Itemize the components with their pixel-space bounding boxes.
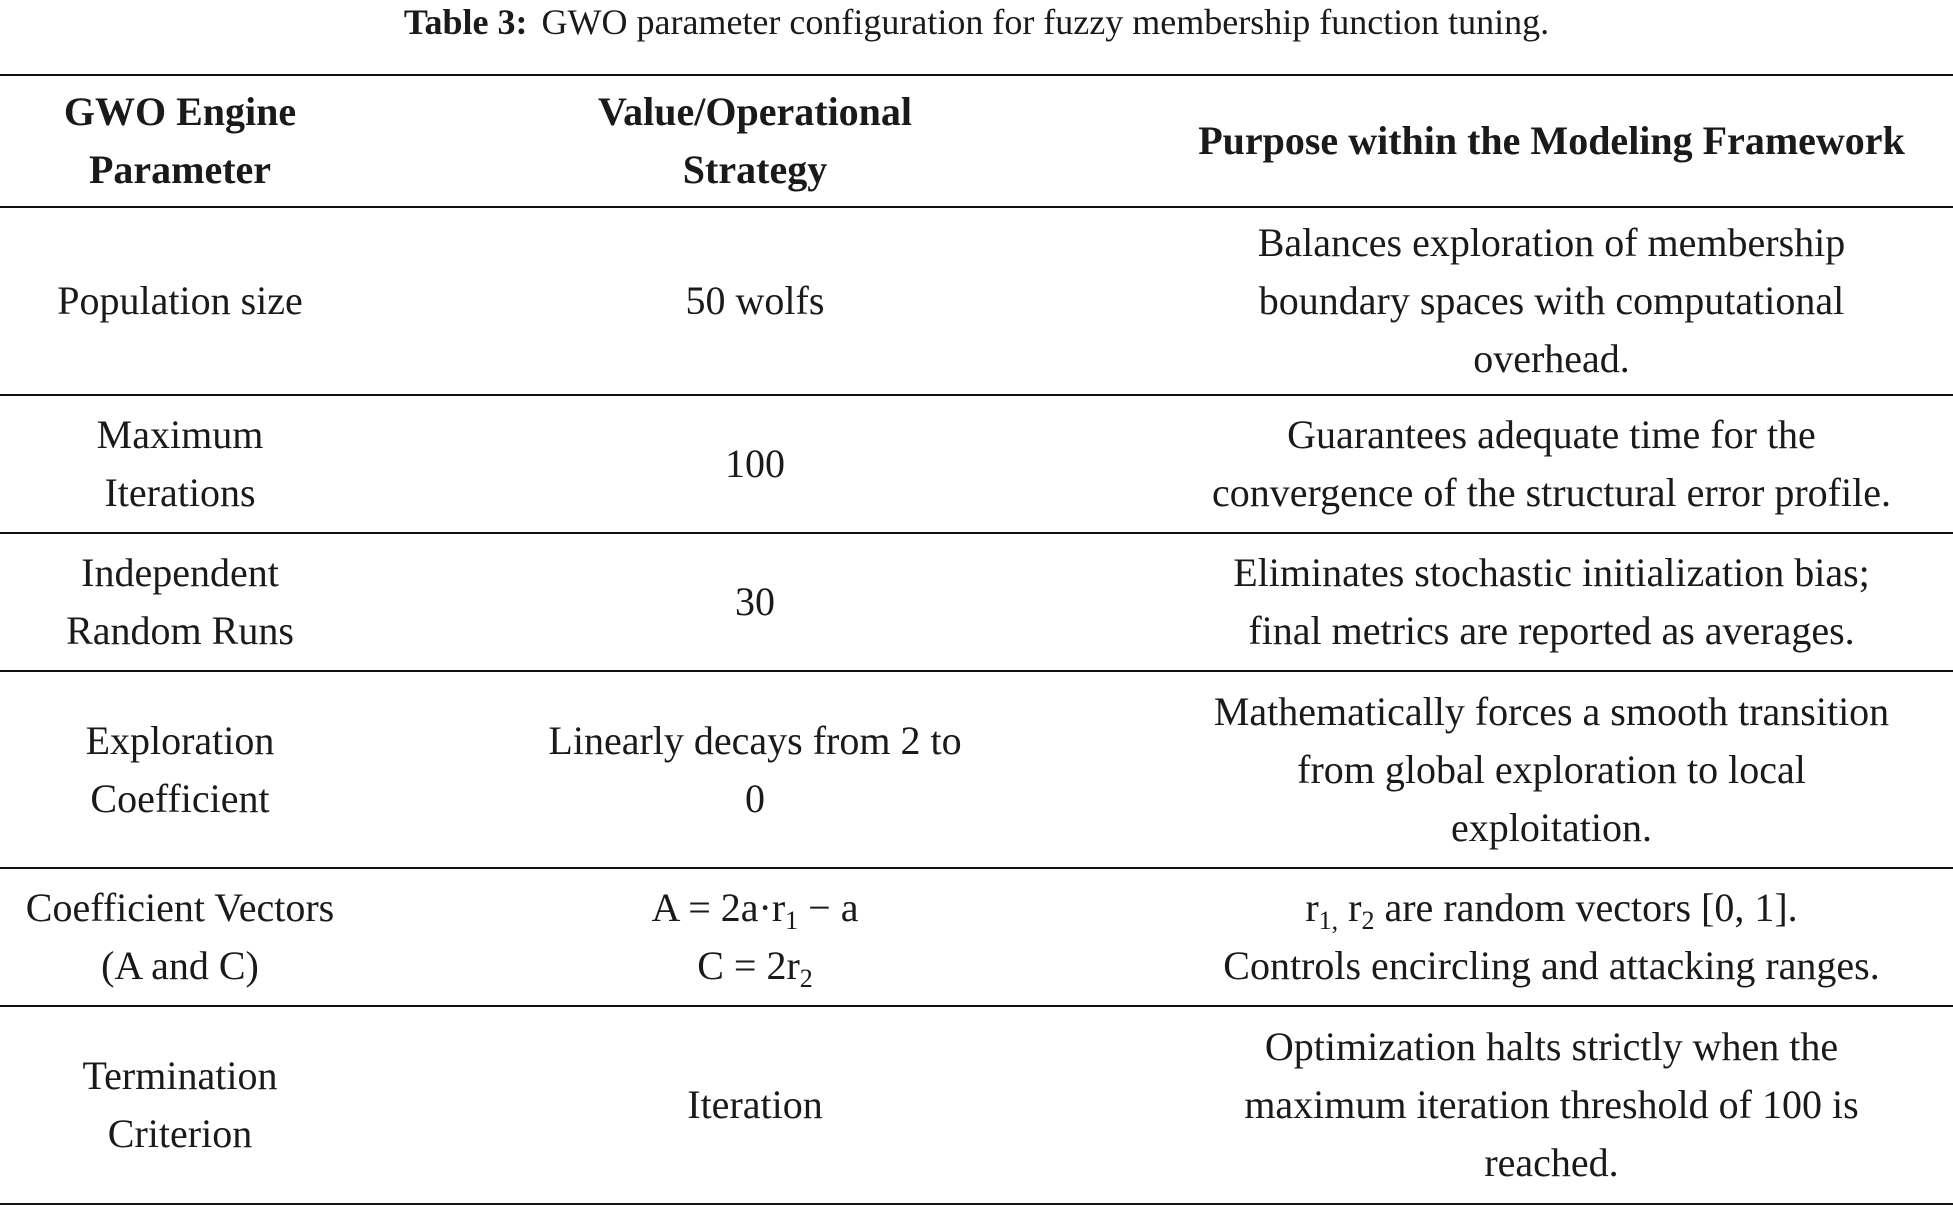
gwo-parameter-table — [0, 74, 1953, 1205]
cell-value — [360, 868, 1150, 1006]
cell-purpose: Balances exploration of membership boundary spaces with computational overhead. — [1257, 220, 1846, 381]
cell-parameter: Maximum Iterations — [96, 412, 264, 515]
header-value: Value/Operational Strategy — [597, 89, 913, 192]
formula-a: $A = 2a\cdot r_1 - a$ — [651, 885, 859, 935]
cell-value: 100 — [725, 441, 785, 486]
table-row — [0, 207, 1953, 395]
table-row — [0, 868, 1953, 1006]
table-header-row — [0, 75, 1953, 207]
table-row — [0, 671, 1953, 868]
cell-purpose: Guarantees adequate time for the convergence of the structural error profile. — [1212, 412, 1891, 515]
caption-text: GWO parameter configuration for fuzzy membership function tuning. — [541, 2, 1550, 42]
table-row — [0, 533, 1953, 671]
header-parameter: GWO Engine Parameter — [63, 89, 297, 192]
header-purpose: Purpose within the Modeling Framework — [1198, 118, 1905, 163]
table-caption — [0, 0, 1953, 48]
cell-purpose: $r_{1,}$ $r_2$ are random vectors [0, 1]. Controls encircling and attacking ranges. — [1223, 885, 1880, 988]
cell-purpose: Optimization halts strictly when the maximum iteration threshold of 100 is reached. — [1244, 1024, 1859, 1185]
cell-purpose: Mathematically forces a smooth transition from global exploration to local exploitation. — [1213, 688, 1890, 850]
cell-parameter: Exploration Coefficient — [85, 717, 275, 821]
cell-parameter: Population size — [57, 278, 303, 323]
table-row — [0, 1006, 1953, 1204]
cell-value: 30 — [735, 579, 775, 624]
table-row — [0, 395, 1953, 533]
cell-parameter: Termination Criterion — [82, 1053, 278, 1156]
cell-value: Linearly decays from 2 to 0 — [548, 717, 962, 821]
cell-parameter: Independent Random Runs — [66, 550, 294, 653]
formula-c: $C = 2r_2$ — [697, 943, 813, 993]
cell-purpose: Eliminates stochastic initialization bias; final metrics are reported as averages. — [1233, 550, 1870, 653]
cell-value: Iteration — [687, 1082, 823, 1127]
cell-value: 50 wolfs — [685, 278, 825, 323]
cell-parameter: Coefficient Vectors (A and C) — [25, 885, 335, 988]
caption-label: Table 3: — [403, 2, 528, 42]
